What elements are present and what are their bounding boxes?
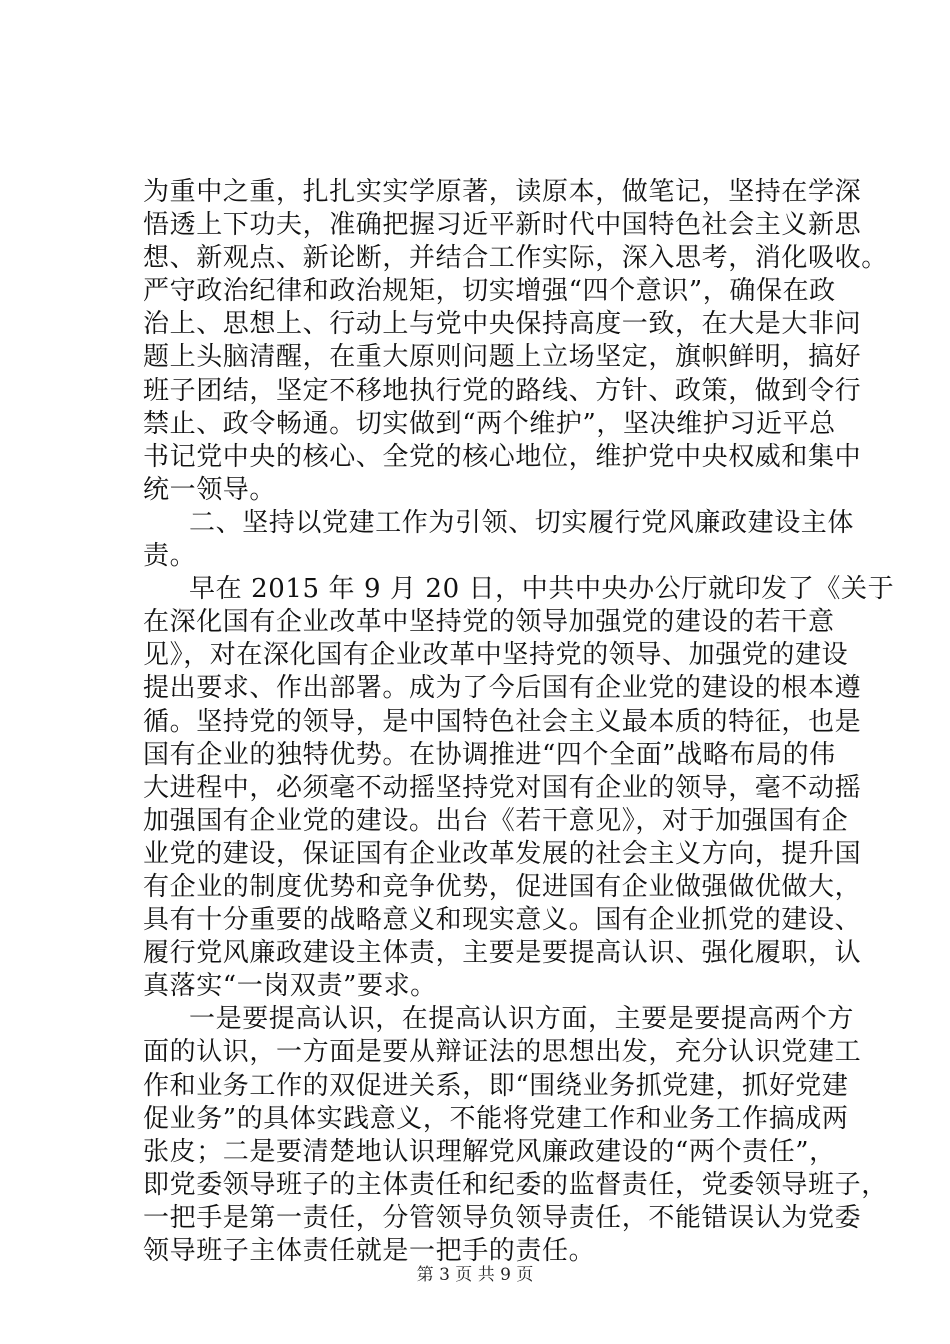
text-line: 业党的建设，保证国有企业改革发展的社会主义方向，提升国 — [143, 838, 862, 869]
text-line: 领导班子主体责任就是一把手的责任。 — [143, 1236, 596, 1266]
text-line: 真落实“一岗双责”要求。 — [143, 971, 437, 1002]
text-line: 严守政治纪律和政治规矩，切实增强“四个意识”，确保在政 — [143, 276, 836, 307]
text-line: 想、新观点、新论断，并结合工作实际，深入思考，消化吸收。 — [143, 243, 888, 274]
text-line: 作和业务工作的双促进关系，即“围绕业务抓党建，抓好党建 — [143, 1070, 849, 1101]
text-line: 书记党中央的核心、全党的核心地位，维护党中央权威和集中 — [143, 441, 862, 472]
document-body — [143, 176, 895, 1268]
text-line: 题上头脑清醒，在重大原则问题上立场坚定，旗帜鲜明，搞好 — [143, 342, 862, 373]
text-line: 即党委领导班子的主体责任和纪委的监督责任，党委领导班子， — [143, 1169, 888, 1200]
text-line: 统一领导。 — [143, 474, 277, 505]
text-line: 有企业的制度优势和竞争优势，促进国有企业做强做优做大， — [143, 871, 862, 902]
text-line: 循。坚持党的领导，是中国特色社会主义最本质的特征，也是 — [143, 706, 862, 737]
text-line: 责。 — [143, 541, 197, 572]
text-line: 在深化国有企业改革中坚持党的领导加强党的建设的若干意 — [143, 607, 835, 638]
text-line: 二、坚持以党建工作为引领、切实履行党风廉政建设主体 — [189, 507, 855, 538]
text-line: 提出要求、作出部署。成为了今后国有企业党的建设的根本遵 — [143, 673, 862, 704]
text-line: 一把手是第一责任，分管领导负领导责任，不能错误认为党委 — [143, 1202, 862, 1233]
text-line: 促业务”的具体实践意义，不能将党建工作和业务工作搞成两 — [143, 1103, 849, 1134]
text-line: 一是要提高认识，在提高认识方面，主要是要提高两个方 — [189, 1004, 855, 1035]
text-line: 履行党风廉政建设主体责，主要是要提高认识、强化履职，认 — [143, 938, 862, 969]
text-line: 具有十分重要的战略意义和现实意义。国有企业抓党的建设、 — [143, 905, 862, 936]
text-line: 加强国有企业党的建设。出台《若干意见》，对于加强国有企 — [143, 805, 849, 836]
text-line: 见》，对在深化国有企业改革中坚持党的领导、加强党的建设 — [143, 640, 849, 671]
text-line: 张皮；二是要清楚地认识理解党风廉政建设的“两个责任”， — [143, 1136, 836, 1167]
text-line: 为重中之重，扎扎实实学原著，读原本，做笔记，坚持在学深 — [143, 177, 862, 207]
text-line: 大进程中，必须毫不动摇坚持党对国有企业的领导，毫不动摇 — [143, 772, 862, 803]
text-line: 禁止、政令畅通。切实做到“两个维护”，坚决维护习近平总 — [143, 408, 836, 439]
page-number-label: 第 3 页 共 9 页 — [416, 1265, 534, 1285]
text-line: 早在 2015 年 9 月 20 日，中共中央办公厅就印发了《关于 — [189, 574, 895, 605]
text-line: 悟透上下功夫，准确把握习近平新时代中国特色社会主义新思 — [143, 210, 862, 241]
text-line: 国有企业的独特优势。在协调推进“四个全面”战略布局的伟 — [143, 739, 836, 770]
text-line: 治上、思想上、行动上与党中央保持高度一致，在大是大非问 — [143, 309, 862, 340]
text-line: 班子团结，坚定不移地执行党的路线、方针、政策，做到令行 — [143, 375, 862, 406]
text-line: 面的认识，一方面是要从辩证法的思想出发，充分认识党建工 — [143, 1037, 862, 1068]
page-footer — [0, 1264, 950, 1286]
